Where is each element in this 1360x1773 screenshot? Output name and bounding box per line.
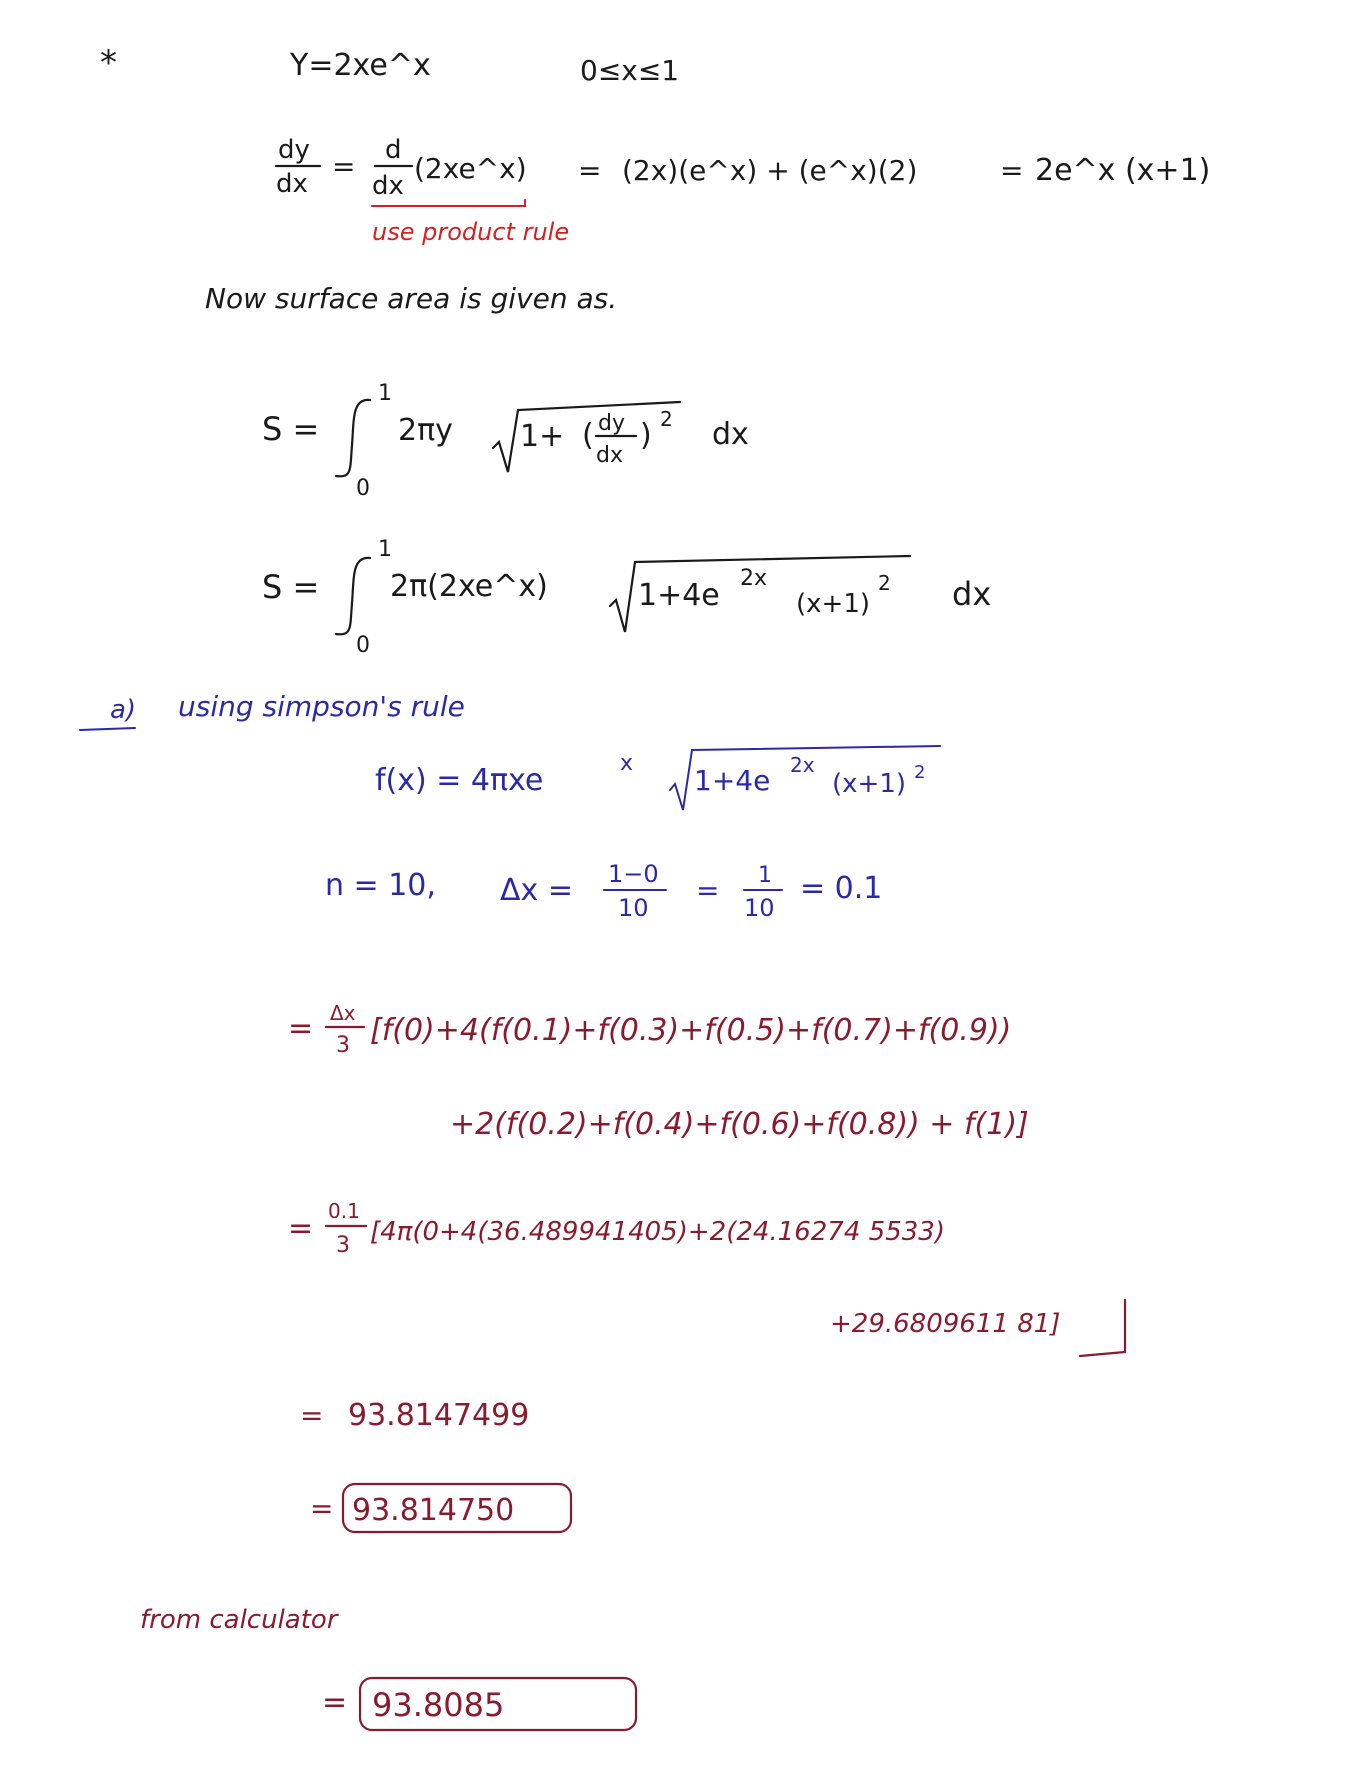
dx-denominator: dx: [276, 169, 308, 199]
simpson-line-3: [4π(0+4(36.489941405)+2(24.16274 5533): [370, 1217, 945, 1247]
dx-frac2-den: 10: [744, 894, 775, 922]
d-numerator: d: [385, 135, 402, 165]
equals-sign: =: [310, 1492, 334, 1525]
equals-sign: =: [696, 874, 720, 907]
fx-lhs: f(x) = 4πxe: [375, 763, 544, 798]
power: 2: [660, 407, 673, 431]
derivative-argument: (2xe^x): [414, 152, 527, 185]
upper-limit: 1: [378, 537, 392, 562]
coef2-num: 0.1: [328, 1199, 360, 1223]
simpson-computation: [288, 1001, 1125, 1532]
simpson-line-4: +29.6809611 81]: [830, 1309, 1061, 1339]
equals-sign: =: [1000, 154, 1024, 187]
differential: dx: [712, 417, 749, 452]
fx-exponent: x: [620, 751, 634, 776]
fx-root-exponent: 2x: [790, 753, 815, 777]
derivative-line: [276, 135, 1210, 246]
equals-sign: =: [288, 1011, 314, 1046]
dx-frac-den: 10: [618, 894, 649, 922]
differential: dx: [952, 575, 992, 613]
substituted-formula: [262, 537, 991, 658]
intro-sentence: Now surface area is given as.: [205, 282, 618, 315]
dx-result: = 0.1: [800, 871, 883, 906]
simpson-line-2: +2(f(0.2)+f(0.4)+f(0.6)+f(0.8)) + f(1)]: [450, 1107, 1029, 1142]
function-definition: Y=2xe^x: [290, 48, 431, 83]
calculator-section: [140, 1605, 636, 1730]
fx-root-tail: (x+1): [832, 769, 907, 799]
equals-sign: =: [300, 1399, 324, 1432]
equals-sign: =: [322, 1685, 348, 1720]
formula-lhs: S =: [262, 410, 320, 448]
dx-frac-num: 1−0: [608, 860, 659, 888]
integrand: 2π(2xe^x): [390, 569, 548, 604]
close-paren: ): [640, 418, 652, 453]
derivative-result: 2e^x (x+1): [1035, 153, 1211, 188]
dx-denominator: dx: [596, 443, 623, 468]
dx-denominator: dx: [372, 171, 404, 201]
integral-sign: [336, 558, 370, 634]
lower-limit: 0: [356, 633, 370, 658]
bullet-star: *: [100, 43, 117, 83]
dx-lhs: Δx =: [500, 873, 573, 908]
open-paren: (: [582, 418, 594, 453]
root-one-plus: 1+: [520, 419, 565, 454]
upper-limit: 1: [378, 381, 392, 406]
n-value: n = 10,: [325, 868, 436, 903]
coef-den: 3: [336, 1033, 350, 1058]
fx-root-power: 2: [914, 762, 926, 783]
part-label: a): [110, 695, 137, 725]
integral-sign: [336, 400, 370, 476]
exponent: 2x: [740, 566, 768, 591]
part-heading: using simpson's rule: [178, 690, 465, 723]
dy-numerator: dy: [598, 411, 625, 436]
root-tail: (x+1): [796, 589, 871, 619]
fx-root-body: 1+4e: [694, 764, 771, 797]
dx-frac2-num: 1: [758, 863, 772, 888]
simpson-boxed-answer: 93.814750: [352, 1493, 515, 1528]
formula-lhs: S =: [262, 568, 320, 606]
product-rule-expansion: (2x)(e^x) + (e^x)(2): [622, 154, 918, 187]
coef-num: Δx: [330, 1001, 356, 1025]
dy-numerator: dy: [278, 135, 310, 165]
power: 2: [878, 571, 891, 595]
integrand: 2πy: [398, 413, 453, 448]
closing-bracket-tail: [1080, 1300, 1125, 1356]
label-underline: [80, 728, 135, 730]
equals-sign: =: [288, 1211, 314, 1246]
simpson-line-1: [f(0)+4(f(0.1)+f(0.3)+f(0.5)+f(0.7)+f(0.9)): [370, 1013, 1012, 1048]
root-body: 1+4e: [638, 578, 720, 613]
lower-limit: 0: [356, 476, 370, 501]
product-rule-note: use product rule: [372, 218, 570, 246]
calculator-boxed-answer: 93.8085: [372, 1686, 505, 1724]
domain-interval: 0≤x≤1: [580, 54, 680, 87]
simpson-value: 93.8147499: [348, 1398, 530, 1433]
equals-sign: =: [332, 150, 356, 183]
part-a-section: [80, 690, 940, 922]
calculator-label: from calculator: [140, 1605, 338, 1635]
coef2-den: 3: [336, 1233, 350, 1258]
equals-sign: =: [578, 154, 602, 187]
surface-area-formula: [262, 381, 749, 501]
